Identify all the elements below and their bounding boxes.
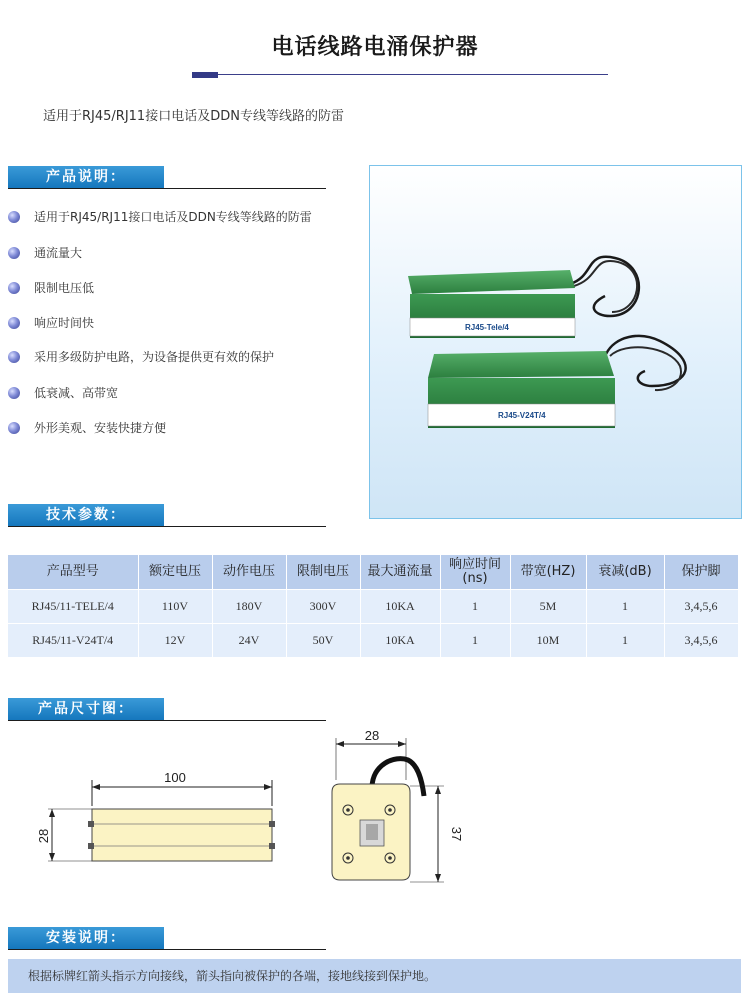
table-cell: 10KA	[360, 590, 440, 624]
install-text: 根据标牌红箭头指示方向接线，箭头指向被保护的各端，接地线接到保护地。	[28, 969, 437, 983]
table-cell: 1	[586, 590, 664, 624]
table-cell: 300V	[286, 590, 360, 624]
table-header-cell: 保护脚	[664, 555, 738, 590]
width-label: 28	[364, 728, 380, 743]
table-cell: 180V	[212, 590, 286, 624]
table-header-cell: 带宽(HZ)	[510, 555, 586, 590]
table-cell: 1	[440, 590, 510, 624]
table-header-cell: 响应时间 (ns)	[440, 555, 510, 590]
page-title: 电话线路电涌保护器	[271, 35, 479, 60]
section-header-underline	[8, 949, 326, 950]
table-cell: 5M	[510, 590, 586, 624]
feature-text: 通流量大	[34, 246, 83, 260]
side-view-box	[92, 809, 272, 861]
table-header-cell: 衰减(dB)	[586, 555, 664, 590]
section-header-dimensions	[8, 698, 326, 720]
table-cell: 10M	[510, 624, 586, 658]
arrow-icon	[264, 784, 272, 790]
table-cell: 110V	[138, 590, 212, 624]
title-rule-accent	[192, 72, 218, 78]
bullet-icon	[8, 247, 20, 259]
section-header-parameters	[8, 504, 326, 526]
title-rule	[192, 74, 608, 75]
section-header-label: 产品尺寸图：	[38, 701, 134, 717]
table-header-cell: 最大通流量	[360, 555, 440, 590]
subtitle: 适用于RJ45/RJ11接口电话及DDN专线等线路的防雷	[43, 109, 344, 124]
end-view	[332, 728, 464, 882]
table-row	[8, 624, 738, 658]
feature-text: 限制电压低	[34, 281, 95, 295]
table-cell: 1	[586, 624, 664, 658]
feature-text: 适用于RJ45/RJ11接口电话及DDN专线等线路的防雷	[34, 210, 312, 224]
bullet-icon	[8, 387, 20, 399]
section-header-underline	[8, 526, 326, 527]
product-photo	[369, 165, 742, 519]
table-header-cell: 限制电压	[286, 555, 360, 590]
cable-2	[606, 336, 686, 386]
table-cell: 50V	[286, 624, 360, 658]
table-cell: 10KA	[360, 624, 440, 658]
arrow-icon	[49, 853, 55, 861]
arrow-icon	[398, 741, 406, 747]
bullet-icon	[8, 211, 20, 223]
bullet-icon	[8, 422, 20, 434]
length-label: 100	[164, 770, 186, 785]
arrow-icon	[435, 874, 441, 882]
side-view	[36, 770, 275, 861]
section-header-description	[8, 166, 326, 188]
table-cell: 12V	[138, 624, 212, 658]
table-header-cell: 动作电压	[212, 555, 286, 590]
arrow-icon	[435, 786, 441, 794]
product-photo-drawing	[370, 166, 741, 518]
device-2-label: RJ45-V24T/4	[498, 411, 546, 420]
section-header-label: 产品说明：	[46, 169, 126, 185]
arrow-icon	[336, 741, 344, 747]
dimension-drawing	[0, 720, 750, 920]
table-cell: 1	[440, 624, 510, 658]
table-cell: 3,4,5,6	[664, 590, 738, 624]
section-header-label: 技术参数：	[46, 507, 126, 523]
table-cell: RJ45/11-TELE/4	[8, 590, 138, 624]
bullet-icon	[8, 351, 20, 363]
table-cell: 24V	[212, 624, 286, 658]
feature-text: 采用多级防护电路，为设备提供更有效的保护	[34, 350, 275, 364]
spec-table	[8, 555, 739, 657]
feature-text: 响应时间快	[34, 316, 95, 330]
bullet-icon	[8, 317, 20, 329]
feature-text: 低衰减、高带宽	[34, 386, 119, 400]
table-header-row	[8, 555, 738, 590]
section-header-install	[8, 927, 326, 949]
height-label: 28	[36, 828, 51, 844]
device-1	[408, 270, 575, 338]
section-header-label: 安装说明：	[46, 930, 126, 946]
device-1-label: RJ45-Tele/4	[465, 323, 509, 332]
device-2	[428, 351, 615, 428]
table-header-cell: 额定电压	[138, 555, 212, 590]
arrow-icon	[92, 784, 100, 790]
cable-1b	[574, 261, 637, 312]
table-cell: 3,4,5,6	[664, 624, 738, 658]
section-header-underline	[8, 188, 326, 189]
feature-text: 外形美观、安装快捷方便	[34, 421, 167, 435]
install-note	[8, 959, 741, 993]
arrow-icon	[49, 809, 55, 817]
table-header-cell: 产品型号	[8, 555, 138, 590]
table-row	[8, 590, 738, 624]
cable-1	[570, 257, 639, 316]
table-cell: RJ45/11-V24T/4	[8, 624, 138, 658]
bullet-icon	[8, 282, 20, 294]
depth-label: 37	[449, 826, 464, 842]
